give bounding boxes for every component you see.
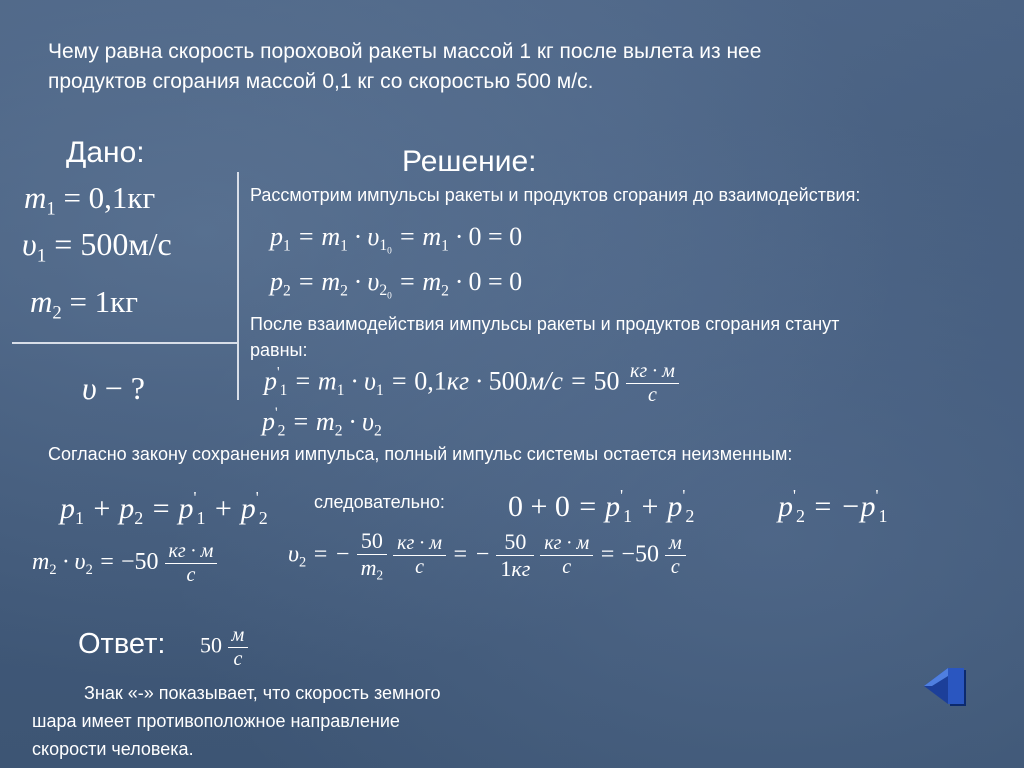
answer-heading: Ответ: bbox=[78, 628, 166, 660]
given-divider-vertical bbox=[237, 172, 239, 400]
given-heading: Дано: bbox=[66, 136, 145, 169]
equation-p1-after: $p'_1 = m_1 \cdot \upsilon_1 = 0,1кг \cdot 500м/с = 50$ $\frac{кг \cdot м}{с}$ bbox=[264, 360, 679, 407]
solution-text-2-line-1: После взаимодействия импульсы ракеты и продуктов сгорания станут bbox=[250, 314, 840, 334]
consequently-label: следовательно: bbox=[314, 492, 445, 512]
back-arrow-icon bbox=[922, 664, 968, 710]
equation-p1-before: $p_1 = m_1 \cdot \upsilon_{1_0} = m_1 \cdot 0 = 0$ bbox=[270, 222, 523, 257]
given-m1-value: = 0,1кг bbox=[63, 180, 156, 215]
answer-unit-denominator: с bbox=[228, 647, 249, 671]
solution-text-3: Согласно закону сохранения импульса, полный импульс системы остается неизменным: bbox=[48, 444, 793, 464]
equation-m2v2: $m_2 \cdot \upsilon_2 = -50$ $\frac{кг \cdot м}{с}$ bbox=[32, 540, 217, 587]
solution-text-1: Рассмотрим импульсы ракеты и продуктов сгорания до взаимодействия: bbox=[250, 185, 861, 205]
answer-unit-numerator: м bbox=[231, 624, 245, 646]
given-unknown: υ − ? bbox=[82, 370, 145, 406]
solution-text-2-line-2: равны: bbox=[250, 340, 308, 360]
equation-v2: $\upsilon_2$ = − $\frac{50}{m_2}$ $\frac{кг \cdot м}{с}$ = − $\frac{50}{1кг}$ $\frac{кг \cdot м}{с}$ = −50 $\frac{м}{с}$ bbox=[288, 528, 686, 584]
given-m2-value: = 1кг bbox=[69, 284, 138, 319]
given-unknown-value: − ? bbox=[104, 370, 145, 406]
equation-p2-before: $p_2 = m_2 \cdot \upsilon_{2_0} = m_2 \cdot 0 = 0$ bbox=[270, 267, 523, 302]
given-v1: $\upsilon_1 = 500м/с$ bbox=[22, 226, 172, 267]
problem-line-2: продуктов сгорания массой 0,1 кг со скоростью 500 м/с. bbox=[48, 70, 594, 93]
equation-opposite: $p'_2 = -p'_1$ bbox=[778, 486, 888, 527]
equation-conservation: $p_1 + p_2 = p'_1 + p'_2$ bbox=[60, 488, 268, 529]
problem-line-1: Чему равна скорость пороховой ракеты массой 1 кг после вылета из нее bbox=[48, 40, 762, 63]
equation-zero-sum: $0 + 0 = p'_1 + p'_2$ bbox=[508, 486, 695, 527]
given-m1: $m_1 = 0,1кг$ bbox=[24, 180, 156, 220]
note-line-3: скорости человека. bbox=[32, 739, 194, 759]
back-button[interactable] bbox=[922, 664, 968, 710]
given-divider-horizontal bbox=[12, 342, 238, 344]
unit-fraction-kg-m-s: $\frac{кг \cdot м}{с}$ bbox=[626, 360, 679, 407]
note-line-2: шара имеет противоположное направление bbox=[32, 711, 400, 731]
answer-number: 50 bbox=[200, 632, 222, 658]
note-line-1: Знак «-» показывает, что скорость земного bbox=[84, 683, 441, 703]
answer-value bbox=[200, 624, 248, 671]
given-v1-value: = 500м/с bbox=[54, 226, 172, 262]
solution-heading: Решение: bbox=[402, 145, 537, 178]
given-m2: $m_2 = 1кг$ bbox=[30, 284, 138, 324]
equation-p2-after: $p'_2 = m_2 \cdot \upsilon_2$ bbox=[262, 405, 382, 440]
